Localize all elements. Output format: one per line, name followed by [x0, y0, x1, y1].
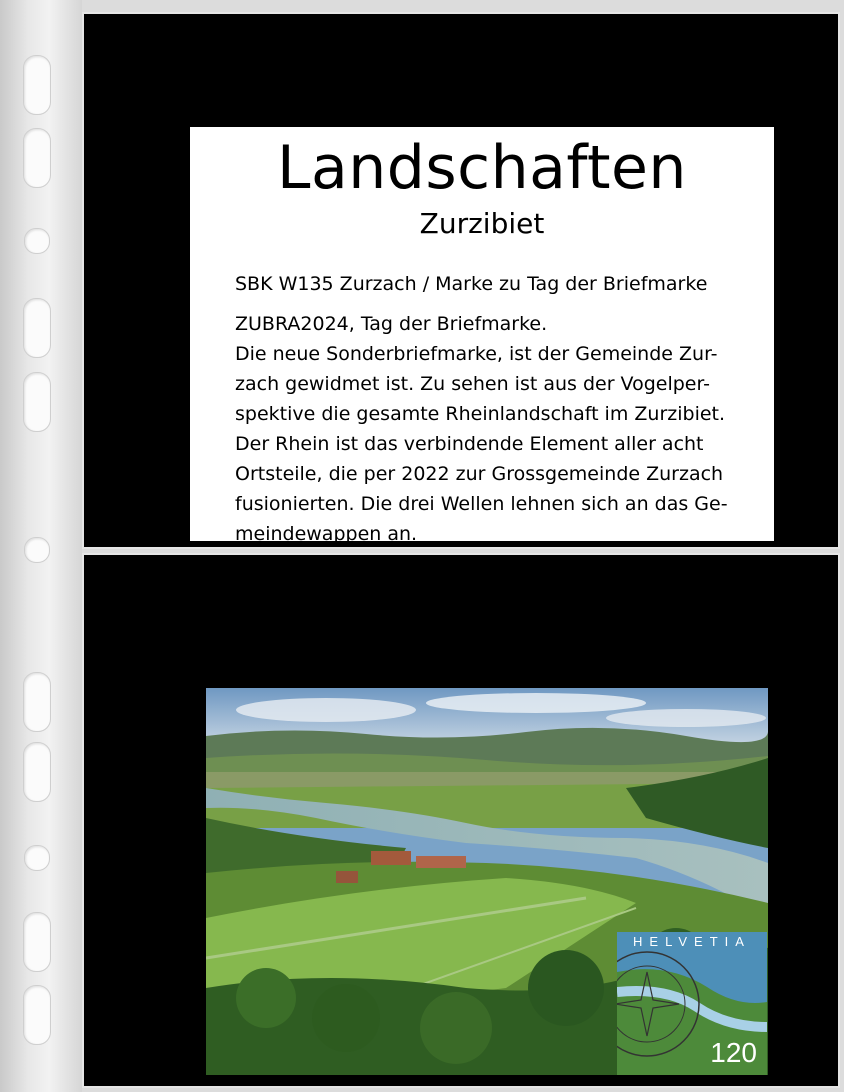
binder-hole — [23, 672, 51, 732]
stamp-denomination: 120 — [710, 1037, 757, 1068]
catalog-reference: SBK W135 Zurzach / Marke zu Tag der Briefmarke — [235, 273, 708, 295]
binder-strip — [0, 0, 82, 1092]
binder-hole — [23, 128, 51, 188]
description-card — [190, 127, 774, 545]
binder-hole — [24, 845, 50, 871]
stamp-country: HELVETIA — [633, 934, 751, 949]
page-title: Landschaften — [277, 133, 687, 203]
landscape-maxicard-photo — [206, 688, 768, 1075]
postage-stamp — [617, 932, 767, 1075]
binder-hole — [23, 912, 51, 972]
binder-hole — [23, 55, 51, 115]
binder-hole — [23, 372, 51, 432]
binder-hole — [24, 537, 50, 563]
page-subtitle: Zurzibiet — [419, 207, 545, 240]
binder-hole — [23, 985, 51, 1045]
binder-hole — [23, 742, 51, 802]
binder-hole — [24, 228, 50, 254]
binder-hole — [23, 298, 51, 358]
description-text: ZUBRA2024, Tag der Briefmarke. Die neue Sonderbriefmarke, ist der Gemeinde Zur- zach gewidmet ist. Zu sehen ist aus der Vogelper- spektive die gesamte Rheinlandschaft im Zurzibiet. Der Rhein ist das verbindende Element aller acht Ortsteile, die per 2022 zur Grossgemeinde Zurzach fusionierten. Die drei Wellen lehnen sich an das Ge- meindewappen an. — [235, 313, 728, 545]
